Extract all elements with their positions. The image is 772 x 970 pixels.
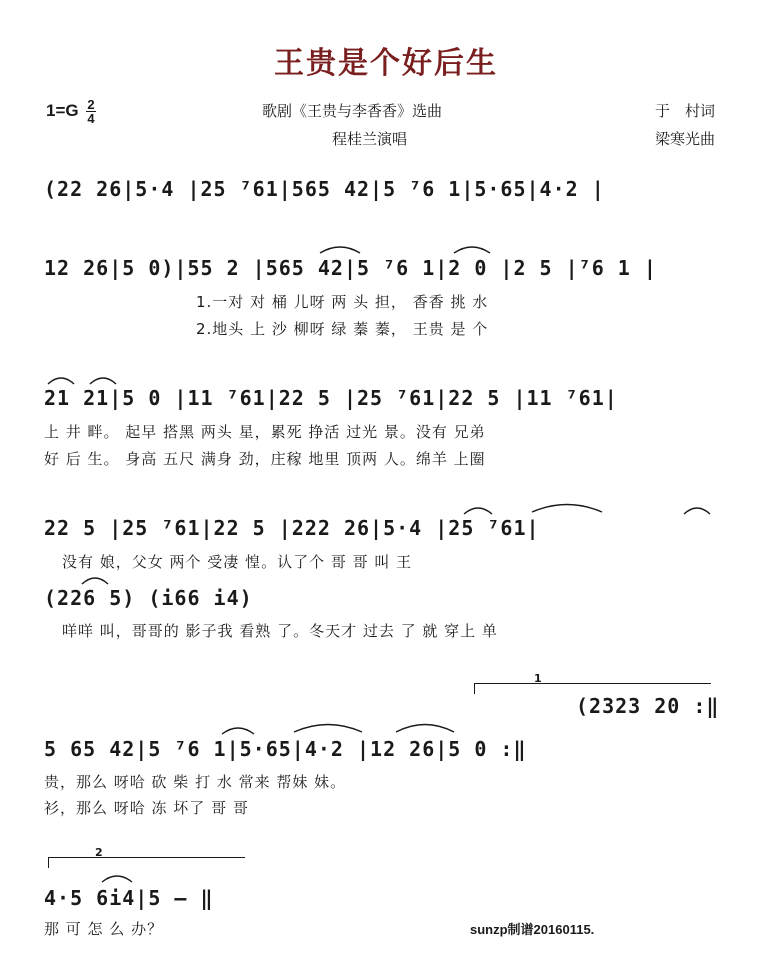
lyrics-row-3-verse-2: 好 后 生。 身高 五尺 满身 劲，庄稼 地里 顶两 人。绵羊 上圈 <box>44 450 486 468</box>
slur-row4-b <box>530 500 604 514</box>
notation-row-1: (22 26|5·4 |25 ⁷61|565 42|5 ⁷6 1|5·65|4·2 | <box>44 177 605 201</box>
slur-row7-a <box>220 724 256 736</box>
lyrics-row-2-verse-2: 2.地头 上 沙 柳呀 绿 蓁 蓁， 王贵 是 个 <box>196 320 489 338</box>
meter-bottom: 4 <box>87 111 95 126</box>
slur-row3-b <box>88 374 118 386</box>
second-ending-bracket <box>48 857 245 868</box>
slur-row7-c <box>394 720 456 734</box>
first-ending-number: 1 <box>534 672 542 685</box>
notation-row-5: (226 5) (i66 i4) <box>44 586 253 610</box>
slur-row4-a <box>462 504 494 516</box>
lyrics-row-3-verse-1: 上 井 畔。 起早 搭黑 两头 星，累死 挣活 过光 景。没有 兄弟 <box>44 423 486 441</box>
lyricist-text: 于 村词 <box>655 102 716 120</box>
lyrics-row-2-verse-1: 1.一对 对 桶 儿呀 两 头 担， 香香 挑 水 <box>196 293 489 311</box>
notation-row-8: 4·5 6i4|5 – ‖ <box>44 886 214 910</box>
source-text: 歌剧《王贵与李香香》选曲 <box>262 102 443 120</box>
notation-row-4: 22 5 |25 ⁷61|22 5 |222 26|5·4 |25 ⁷61| <box>44 516 540 540</box>
meter-top: 2 <box>87 97 95 112</box>
second-ending-number: 2 <box>95 846 103 859</box>
slur-row5-a <box>80 574 110 586</box>
composer-text: 梁寒光曲 <box>655 130 716 148</box>
notation-row-2: 12 26|5 0)|55 2 |565 42|5 ⁷6 1|2 0 |2 5 |⁷6 1 | <box>44 256 657 280</box>
lyrics-row-5: 咩咩 叫，哥哥的 影子我 看熟 了。冬天才 过去 了 就 穿上 单 <box>62 622 498 640</box>
slur-row4-c <box>682 504 712 516</box>
slur-row8-a <box>100 872 134 884</box>
slur-row2-a <box>318 243 362 255</box>
time-signature <box>86 98 95 125</box>
notation-row-3: 21 21|5 0 |11 ⁷61|22 5 |25 ⁷61|22 5 |11 ⁷61| <box>44 386 618 410</box>
key-signature <box>46 98 96 125</box>
lyrics-row-4: 没有 娘，父女 两个 受凄 惶。认了个 哥 哥 叫 王 <box>62 553 413 571</box>
slur-row7-b <box>292 720 364 734</box>
song-title: 王贵是个好后生 <box>274 46 498 81</box>
slur-row3-a <box>46 374 76 386</box>
singer-text: 程桂兰演唱 <box>332 130 408 148</box>
notation-row-7: 5 65 42|5 ⁷6 1|5·65|4·2 |12 26|5 0 :‖ <box>44 737 527 761</box>
notation-row-6: (2323 20 :‖ <box>576 694 720 718</box>
lyrics-row-7-verse-2: 衫，那么 呀哈 冻 坏了 哥 哥 <box>44 799 249 817</box>
arranger-credit: sunzp制谱20160115. <box>470 922 595 937</box>
first-ending-bracket <box>474 683 711 694</box>
slur-row2-b <box>452 243 492 255</box>
lyrics-row-8: 那 可 怎 么 办？ <box>44 920 164 938</box>
lyrics-row-7-verse-1: 贵，那么 呀哈 砍 柴 打 水 常来 帮妹 妹。 <box>44 773 347 791</box>
key-label: 1=G <box>46 100 79 120</box>
